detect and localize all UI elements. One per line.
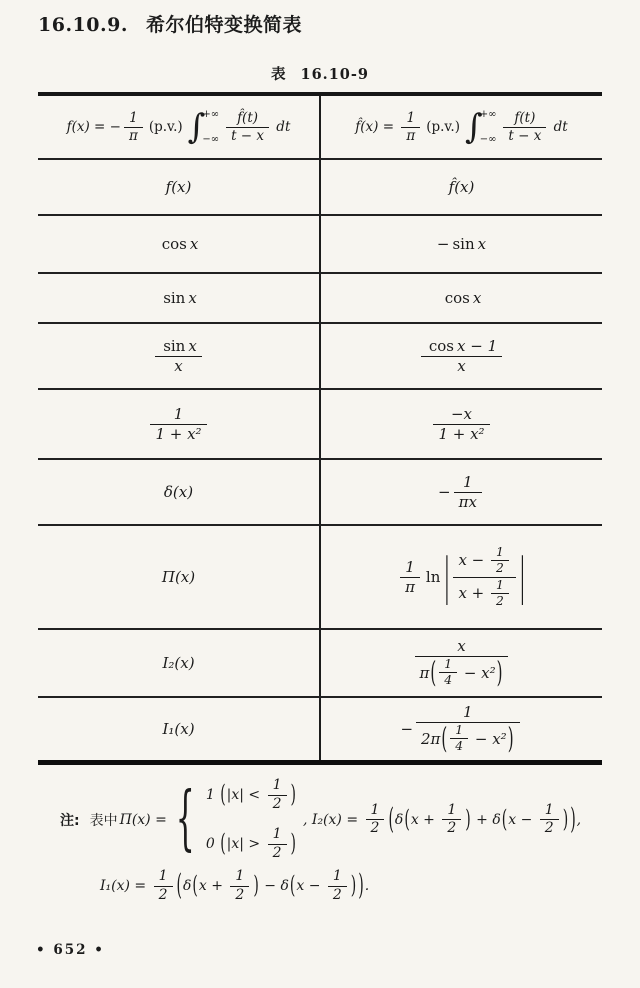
table-caption	[38, 63, 602, 84]
row4-cell-right: $\frac{-x}{\text{1 + x²}}$	[321, 390, 602, 458]
row3-cell-left: sin x x	[38, 324, 321, 388]
row5-cell-right: − $\frac{1}{\pi x}$	[321, 460, 602, 524]
hilbert-transform-table	[38, 92, 602, 765]
section-title: 希尔伯特变换简表	[145, 14, 302, 36]
table-row	[38, 324, 602, 390]
row1-cell-left: cos x	[38, 216, 321, 272]
row4-cell-left: $\frac{1}{\text{1 + x²}}$	[38, 390, 321, 458]
footnote	[38, 777, 602, 904]
row7-cell-left: I₂(x)	[38, 630, 321, 696]
table-header-row	[38, 96, 602, 160]
section-heading	[38, 10, 602, 37]
table-row	[38, 160, 602, 216]
table-row	[38, 390, 602, 460]
row2-cell-left: sin x	[38, 274, 321, 322]
table-row	[38, 216, 602, 274]
row7-cell-right: x π ( $\frac{1}{4}$ − x² )	[321, 630, 602, 696]
header-cell-left: f(x) = − $\frac{1}{\pi}$ (p.v.) ∫ +∞ −∞ $\frac{f̂(t)}{t - x}$ dt	[38, 96, 321, 158]
footnote-label: 注:	[60, 812, 80, 829]
row6-cell-right: $\frac{1}{\pi}$ ln | x − $\frac{1}{2}$ x + $\frac{1}{2}$ |	[321, 526, 602, 628]
table-row	[38, 274, 602, 324]
row1-cell-right: − sin x	[436, 235, 487, 253]
table-row	[38, 698, 602, 760]
table-row	[38, 526, 602, 630]
footnote-formula-pi-i2: Π(x) = { 1 ( |x| < $\frac{1}{2}$ ) 0 ( |x| > $\frac{1}{2}$ ) , I₂(x) = $\frac{1}{2}$ ( δ ( x + $\frac{1}{2}$ ) + δ ( x − $\frac{1}{2}$ ) ) ,	[119, 777, 582, 861]
row8-cell-right: − 1 2π ( $\frac{1}{4}$ − x² )	[321, 698, 602, 760]
footnote-intro: 表中	[89, 812, 118, 829]
table-row	[38, 630, 602, 698]
footnote-line-1	[60, 777, 602, 862]
table-caption-number: 16.10-9	[300, 66, 369, 83]
row5-cell-left: δ(x)	[38, 460, 321, 524]
row0-cell-right: f̂(x)	[448, 178, 475, 196]
section-number: 16.10.9.	[38, 14, 128, 36]
row8-cell-left: I₁(x)	[38, 698, 321, 760]
table-caption-label: 表	[270, 67, 287, 83]
row3-cell-right: cos x − 1 x	[321, 324, 602, 388]
row2-cell-right: cos x	[444, 289, 482, 307]
row6-cell-left: Π(x)	[38, 526, 321, 628]
row0-cell-left: f(x)	[38, 160, 321, 214]
header-cell-right: f̂(x) = $\frac{1}{\pi}$ (p.v.) ∫ +∞ −∞ $\frac{f(t)}{t - x}$ dt	[355, 107, 568, 147]
footnote-line-2	[100, 868, 602, 904]
page-number: • 652 •	[36, 942, 105, 958]
footnote-formula-i1: I₁(x) = $\frac{1}{2}$ ( δ ( x + $\frac{1}{2}$ ) − δ ( x − $\frac{1}{2}$ ) ) .	[100, 868, 370, 903]
table-row	[38, 460, 602, 526]
